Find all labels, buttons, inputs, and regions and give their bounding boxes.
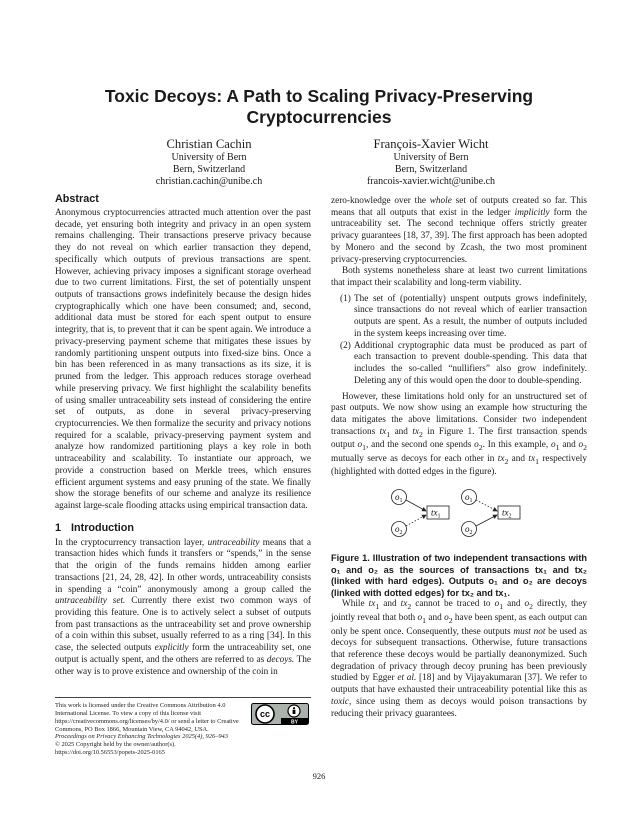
math-sub: 1 (386, 429, 391, 439)
author-email: francois-xavier.wicht@unibe.ch (366, 176, 496, 188)
list-text: Additional cryptographic data must be produced as part of each transaction to prevent double-spending. This data that includes the so-called “nullifiers” also grow indefinitely. Deleting any of this would open the door to double-spending. (354, 340, 587, 386)
svg-text:BY: BY (291, 719, 298, 725)
body-paragraph (331, 599, 587, 720)
math-sub: 2 (419, 429, 423, 439)
emphasis: explicitly (154, 643, 189, 654)
dotted-edge (476, 500, 497, 511)
text-run: have been spent, as each output can only be spent once. Consequently, these outputs (331, 613, 588, 637)
transaction-diagram (331, 487, 587, 553)
abstract-heading: Abstract (55, 193, 99, 205)
right-column (331, 196, 587, 720)
text-run: While (342, 599, 369, 610)
left-column (55, 193, 311, 678)
text-run: Currently there exist two common ways of providing this feature. One is to actively select a subset of outputs from past transactions as the untraceability set and prove ownership of a coin within this subset, usually referred to as a ring [34]. In this case, the selected outputs (55, 596, 311, 654)
text-run: form the untraceability set. The second technique offers strictly greater privacy guarantees [18, 37, 39]. The first approach has been adopted by Monero and the second by Zcash, the two most prominent privacy-preserving cryptocurrencies. (331, 207, 587, 265)
hard-edge (476, 515, 497, 526)
emphasis: toxic, (331, 696, 352, 707)
author-location: Bern, Switzerland (394, 164, 468, 176)
text-run: However, these limitations hold only for an unstructured set of past outputs. We now show using an example how structuring the data mitigates the above limitations. Consider two independent transactions (331, 391, 587, 437)
emphasis: whole (429, 196, 452, 206)
math-sub: 2 (583, 443, 587, 453)
list-marker: (2) (340, 340, 351, 351)
math-var: o (357, 440, 363, 451)
author-location: Bern, Switzerland (172, 164, 246, 176)
math-sub: 2 (407, 602, 412, 612)
text-run: be used as decoys for subsequent transactions. Otherwise, future transactions that reference these decoys would be partially deanonymized. Such degradation of privacy through decoy pruning has been previously studied by Egger (331, 626, 587, 684)
math-sub: 1 (499, 602, 504, 612)
author-email: christian.cachin@unibe.ch (155, 176, 263, 188)
intro-paragraph (55, 538, 311, 679)
text-run: since using them as decoys would poison transactions by reducing their privacy guarantees. (331, 696, 587, 719)
label-o1: $o_1$ (395, 492, 403, 505)
body-paragraph (331, 392, 587, 480)
text-run: cannot be traced to (411, 599, 495, 610)
emphasis: untraceability (207, 537, 260, 548)
text-run: zero-knowledge over the (331, 196, 430, 206)
math-var: o (551, 440, 556, 451)
page-number: 926 (312, 771, 326, 781)
list-marker: (1) (340, 293, 351, 304)
math-sub: 1 (422, 615, 426, 625)
text-run: and (559, 440, 579, 451)
text-run: form the untraceability set, one output is actually spent, and the others are referred to as (55, 643, 312, 665)
math-var: o (494, 599, 500, 610)
emphasis: must not (513, 626, 546, 637)
math-var: o (474, 440, 479, 451)
math-sub: 1 (535, 456, 539, 466)
body-paragraph (331, 196, 587, 266)
introduction-heading (55, 522, 311, 535)
list-item (331, 294, 587, 341)
copyright-line: © 2025 Copyright held by the owner/author(s). (55, 741, 176, 749)
label-o2: $o_2$ (465, 524, 473, 537)
figure-1-diagram (331, 487, 587, 553)
list-item (331, 341, 587, 388)
label-o2: $o_2$ (395, 524, 403, 537)
text-run: In the cryptocurrency transaction layer, (55, 537, 208, 548)
text-run: in Figure 1. The first transaction spends output (331, 426, 587, 451)
author-name: François-Xavier Wicht (373, 137, 489, 151)
emphasis: implicitly (514, 207, 550, 218)
author-affiliation: University of Bern (393, 152, 469, 163)
math-sub: 2 (478, 443, 483, 453)
dotted-edge (406, 515, 426, 526)
section-number: 1 (55, 521, 62, 534)
doi-link[interactable]: https://doi.org/10.56553/popets-2025-0165 (55, 749, 165, 757)
proceedings-line: Proceedings on Privacy Enhancing Technologies 2025(4), 926–943 (55, 733, 228, 741)
paper-title: Toxic Decoys: A Path to Scaling Privacy-Preserving Cryptocurrencies (104, 86, 534, 127)
math-sub: 1 (362, 443, 366, 453)
limitations-list (331, 294, 587, 388)
math-var: tx (368, 599, 376, 610)
license-footnote (55, 697, 311, 757)
text-run: set of outputs created so far. This means that all outputs that exist in the ledger (331, 196, 587, 218)
abstract-text: Anonymous cryptocurrencies attracted much attention over the past decade, yet ensuring both integrity and privacy in an open system remains challenging. Their transactions preserve privacy because they do not reveal on which earlier transaction they depend, specifically which outputs of previous transactions are spent. However, achieving privacy imposes a significant storage overhead due to two current limitations. First, the set of potentially unspent outputs of transactions grows indefinitely because the design hides cryptographically which one have been consumed; and, second, additional data must be stored for each spent output to ensure integrity, that is, to prevent that it can be spent again. We introduce a privacy-preserving payment scheme that mitigates these issues by randomly partitioning unspent outputs into fixed-size bins. Once a bin has been referenced in as many transactions as its size, it is pruned from the ledger. This approach reduces storage overhead while preserving privacy. We first highlight the scalability benefits of using smaller untraceability sets instead of considering the entire set of outputs, as done in several privacy-preserving cryptocurrencies. We then formalize the security and privacy notions required for a scalable, privacy-preserving payment system and analyze how randomized partitioning plays a key role in both untraceability and scalability. To instantiate our approach, we provide a construction based on Merkle trees, which ensures efficient argument systems and easy pruning of the state. We finally show the storage benefits of our scheme and analyze its resilience against large-scale flooding attacks using empirical transaction data. (55, 208, 311, 511)
author-name: Christian Cachin (166, 137, 252, 151)
math-var: tx (497, 453, 505, 464)
math-var: o (417, 613, 423, 623)
math-var: tx (400, 599, 408, 610)
math-sub: 2 (529, 602, 534, 612)
license-text: This work is licensed under the Creative Commons Attribution 4.0 International License. To view a copy of this license visit https://creativecommons.org/licenses/by/4.0/ or send a letter to Creative Commons, PO Box 1866, Mountain View, CA 94042, USA. (55, 702, 239, 733)
text-run: mutually serve as decoys for each other in (331, 453, 498, 464)
emphasis: decoys. (266, 654, 295, 665)
math-var: o (578, 440, 584, 451)
figure-caption: Figure 1. Illustration of two independent transactions with o₁ and o₂ as the sources of transactions tx₁ and tx₂ (linked with hard edges). Outputs o₁ and o₂ are decoys (linked with dotted edges) for tx₂ and tx₁. (331, 553, 587, 598)
emphasis: et al. (397, 673, 417, 684)
math-var: o (444, 613, 449, 623)
emphasis: untraceability set. (55, 596, 126, 607)
text-run: respectively (highlighted with dotted edges in the figure). (331, 453, 588, 478)
text-run: means that a transaction hides which funds it transfers or “spends,” in the sense that the origin of the funds remains hidden among earlier transactions [21, 24, 28, 42]. In other words, untraceability consists in spending a “coin” anonymously among a group called the (55, 537, 312, 595)
math-var: tx (379, 426, 387, 437)
list-text: The set of (potentially) unspent outputs grows indefinitely, since transactions do not reveal which of earlier transaction outputs are spent. As a result, the number of outputs included in the system keeps increasing over time. (354, 293, 587, 339)
text-run: , and the second one spends (365, 440, 475, 451)
label-o1: $o_1$ (465, 492, 473, 505)
cc-by-license-icon (251, 703, 309, 725)
text-run: The other way is to prove existence and ownership of the coin in (55, 654, 312, 677)
math-var: o (524, 599, 530, 610)
math-sub: 1 (375, 602, 380, 612)
svg-text:cc: cc (259, 709, 271, 719)
text-run: and (426, 613, 445, 623)
math-var: tx (412, 426, 420, 437)
text-run: and (379, 599, 401, 610)
label-tx1: $tx_1$ (431, 507, 441, 520)
body-paragraph: Both systems nonetheless share at least two current limitations that impact their scalability and long-term viability. (331, 266, 587, 289)
text-run: and (390, 426, 413, 437)
text-run: and (503, 599, 525, 610)
math-sub: 2 (448, 615, 453, 625)
author-affiliation: University of Bern (171, 152, 247, 163)
text-run: [18] and by Vijayakumaran [37]. We refer to outputs that have exhausted their untraceability potential like this as (331, 673, 587, 696)
math-sub: 1 (555, 443, 560, 453)
text-run: and (508, 453, 529, 464)
hard-edge (406, 500, 426, 511)
text-run: directly, they jointly reveal that both (331, 599, 588, 623)
math-var: tx (528, 453, 536, 464)
label-tx2: $tx_2$ (502, 507, 512, 520)
text-run: . In this example, (482, 440, 552, 451)
author-block-1 (94, 137, 324, 189)
section-title: Introduction (71, 521, 134, 534)
author-block-2 (316, 137, 546, 189)
math-sub: 2 (504, 456, 509, 466)
